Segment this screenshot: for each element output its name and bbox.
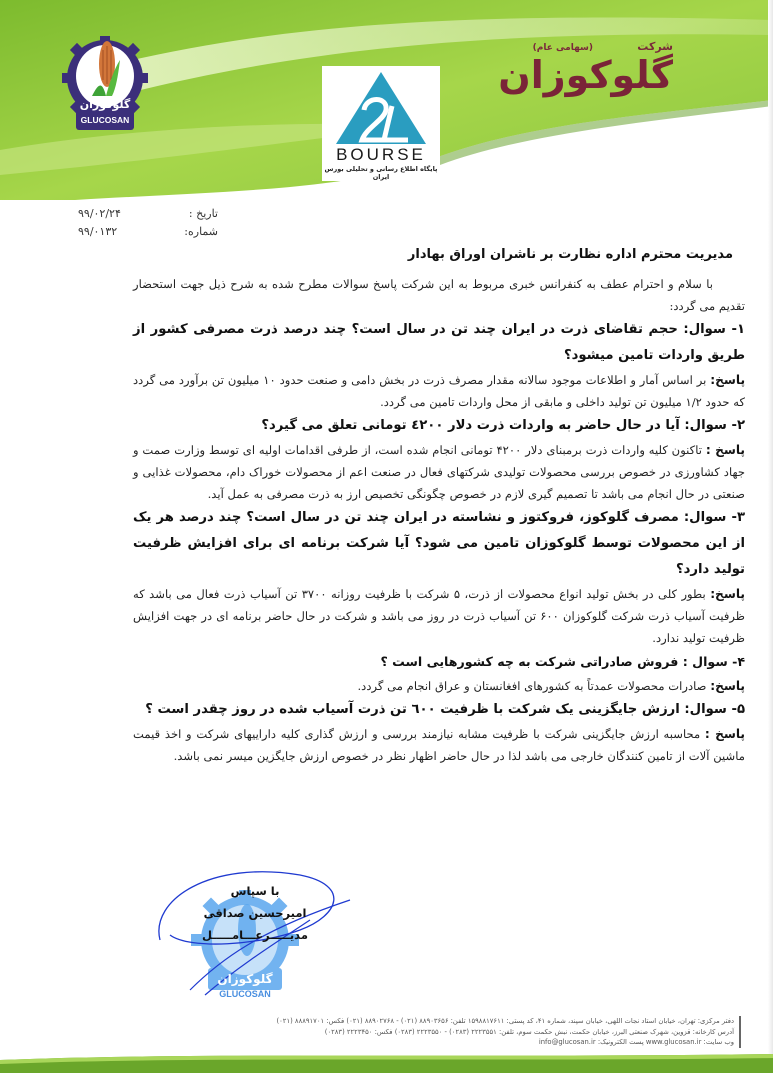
- answer-label: پاسخ:: [710, 679, 745, 693]
- date-label: تاریخ :: [188, 206, 218, 220]
- signature-block: [150, 870, 400, 1020]
- date-value: ۹۹/۰۲/۲۴: [78, 206, 121, 220]
- number-value: ۹۹/۰۱۳۲: [78, 224, 118, 238]
- number-row: [78, 222, 218, 240]
- answer-text: بر اساس آمار و اطلاعات موجود سالانه مقدار مصرف ذرت در بخش دامی و صنعت حدود ۱۰ میلیون تن برآورد می گردد که حدود ۱/۲ میلیون تن تولید داخلی و مابقی از محل واردات تامین می گردد.: [133, 373, 745, 409]
- glucosan-logo: [62, 36, 148, 132]
- question-3: ۳- سوال: مصرف گلوکوز، فروکتوز و نشاسته در ایران چند تن در سال است؟ چند درصد هر یک از این محصولات توسط گلوکوزان تامین می شود؟ آیا شرکت برنامه ای برای افزایش ظرفیت تولید دارد؟: [133, 510, 745, 577]
- question-2: ۲- سوال: آیا در حال حاضر به واردات ذرت دلار ٤۲۰۰ تومانی تعلق می گیرد؟: [261, 418, 745, 433]
- answer-1: [133, 369, 745, 413]
- question-4: ۴- سوال : فروش صادراتی شرکت به چه کشورهایی است ؟: [380, 654, 745, 669]
- signer-name: امیرحسین صداقی: [203, 906, 307, 920]
- company-type: (سهامی عام): [532, 43, 593, 53]
- letter-meta: [78, 204, 218, 240]
- letter-body: [133, 244, 745, 767]
- footer-web-email[interactable]: وب سایت: www.glucosan.ir پست الکترونیک: info@glucosan.ir: [538, 1038, 734, 1046]
- stamp-wordmark-fa: گلوکوزان: [217, 972, 273, 986]
- answer-label: پاسخ :: [705, 443, 746, 457]
- logo-wordmark-en: GLUCOSAN: [80, 115, 130, 125]
- closing: با سپاس: [230, 884, 280, 898]
- company-name: گلوکوزان: [498, 53, 673, 97]
- company-name-block: [473, 40, 673, 110]
- bourse-wordmark: BOURSE: [336, 145, 426, 164]
- answer-2: [133, 439, 745, 505]
- question-5: ۵- سوال: ارزش جایگزینی یک شرکت با ظرفیت ٦۰۰ تن ذرت آسیاب شده در روز چقدر است ؟: [145, 702, 745, 717]
- footer-wave-graphic: [0, 1048, 773, 1073]
- question-1: ۱- سوال: حجم تقاضای ذرت در ایران چند تن در سال است؟ چند درصد ذرت مصرفی کشور از طریق واردات تامین میشود؟: [133, 322, 745, 363]
- intro-paragraph: با سلام و احترام عطف به کنفرانس خبری مربوط به این شرکت پاسخ سوالات مطرح شده به شرح ذیل جهت استحضار تقدیم می گردد:: [133, 277, 745, 313]
- bourse-tagline: پایگاه اطلاع رسانی و تحلیلی بورس ایران: [324, 165, 438, 181]
- bourse-triangle-icon: [322, 66, 440, 146]
- answer-3: [133, 583, 745, 649]
- answer-4: [133, 675, 745, 697]
- answer-5: [133, 723, 745, 767]
- page-edge: [768, 0, 773, 1073]
- logo-wordmark-fa: گلوکوزان: [79, 98, 131, 111]
- addressee: مدیریت محترم اداره نظارت بر ناشران اوراق بهادار: [407, 247, 733, 262]
- footer-factory-address: آدرس کارخانه: قزوین، شهرک صنعتی البرز، خیابان حکمت، نبش حکمت سوم، تلفن: ۲۲۲۳۵۵۱ (۰۲۸۳) - ۲۲۲۳۵۵۰ (۰۲۸۳) فکس: ۲۲۲۳۴۵۰ (۰۲۸۳): [324, 1027, 734, 1036]
- footer-contact: [154, 1016, 741, 1048]
- signer-title: مدیـــــرعـــامـــــل: [202, 928, 308, 942]
- stamp-wordmark-en: GLUCOSAN: [219, 989, 271, 999]
- answer-text: محاسبه ارزش جایگزینی شرکت با ظرفیت مشابه نیازمند بررسی و ارزش گذاری کلیه داراییهای شرکت و اخذ قیمت ماشین آلات از تامین کنندگان خارجی می باشد لذا در حال حاضر اظهار نظر در خصوص ارزش جایگزین میسر نمی باشد.: [133, 727, 745, 763]
- signature-text: [200, 880, 310, 946]
- bourse-logo: [322, 66, 440, 181]
- footer-head-office: دفتر مرکزی: تهران، خیابان استاد نجات اللهی، خیابان سپند، شماره ۴۱، کد پستی: ۱۵۹۸۸۱۷۶۱۱ تلفن: ۸۸۹۰۳۶۵۶ (۰۲۱) - ۸۸۹۰۲۷۶۸ (۰۲۱) فکس: ۸۸۸۹۱۷۰۱ (۰۲۱): [276, 1017, 734, 1025]
- answer-label: پاسخ :: [704, 727, 745, 741]
- answer-text: بطور کلی در بخش تولید انواع محصولات از ذرت، ۵ شرکت با ظرفیت روزانه ۳۷۰۰ تن آسیاب ذرت فعال می باشد که ظرفیت آسیاب ذرت شرکت گلوکوزان ۶۰۰ تن آسیاب ذرت در روز می باشد و شرکت در حال حاضر برنامه ای در جهت افزایش ظرفیت تولید ندارد.: [133, 587, 745, 645]
- date-row: [78, 204, 218, 222]
- answer-label: پاسخ:: [710, 587, 745, 601]
- answer-text: تاکنون کلیه واردات ذرت برمبنای دلار ۴۲۰۰ تومانی انجام شده است، از طرفی اقدامات اولیه ای توسط وزارت صمت و جهاد کشاورزی در خصوص بررسی محصولات تولیدی شرکتهای فعال در صنعت اعم از محصولات خوراک دام، محصولات غذایی و صنعتی در حال انجام می باشد تا تصمیم گیری لازم در خصوص چگونگی تخصیص ارز به ذرت مصرفی به عمل آید.: [133, 443, 745, 501]
- answer-label: پاسخ:: [710, 373, 746, 387]
- answer-text: صادرات محصولات عمدتاً به کشورهای افغانستان و عراق انجام می گردد.: [357, 679, 707, 693]
- company-prefix: شرکت: [637, 40, 673, 53]
- number-label: شماره:: [184, 224, 218, 238]
- footer-green-band: [0, 1048, 773, 1073]
